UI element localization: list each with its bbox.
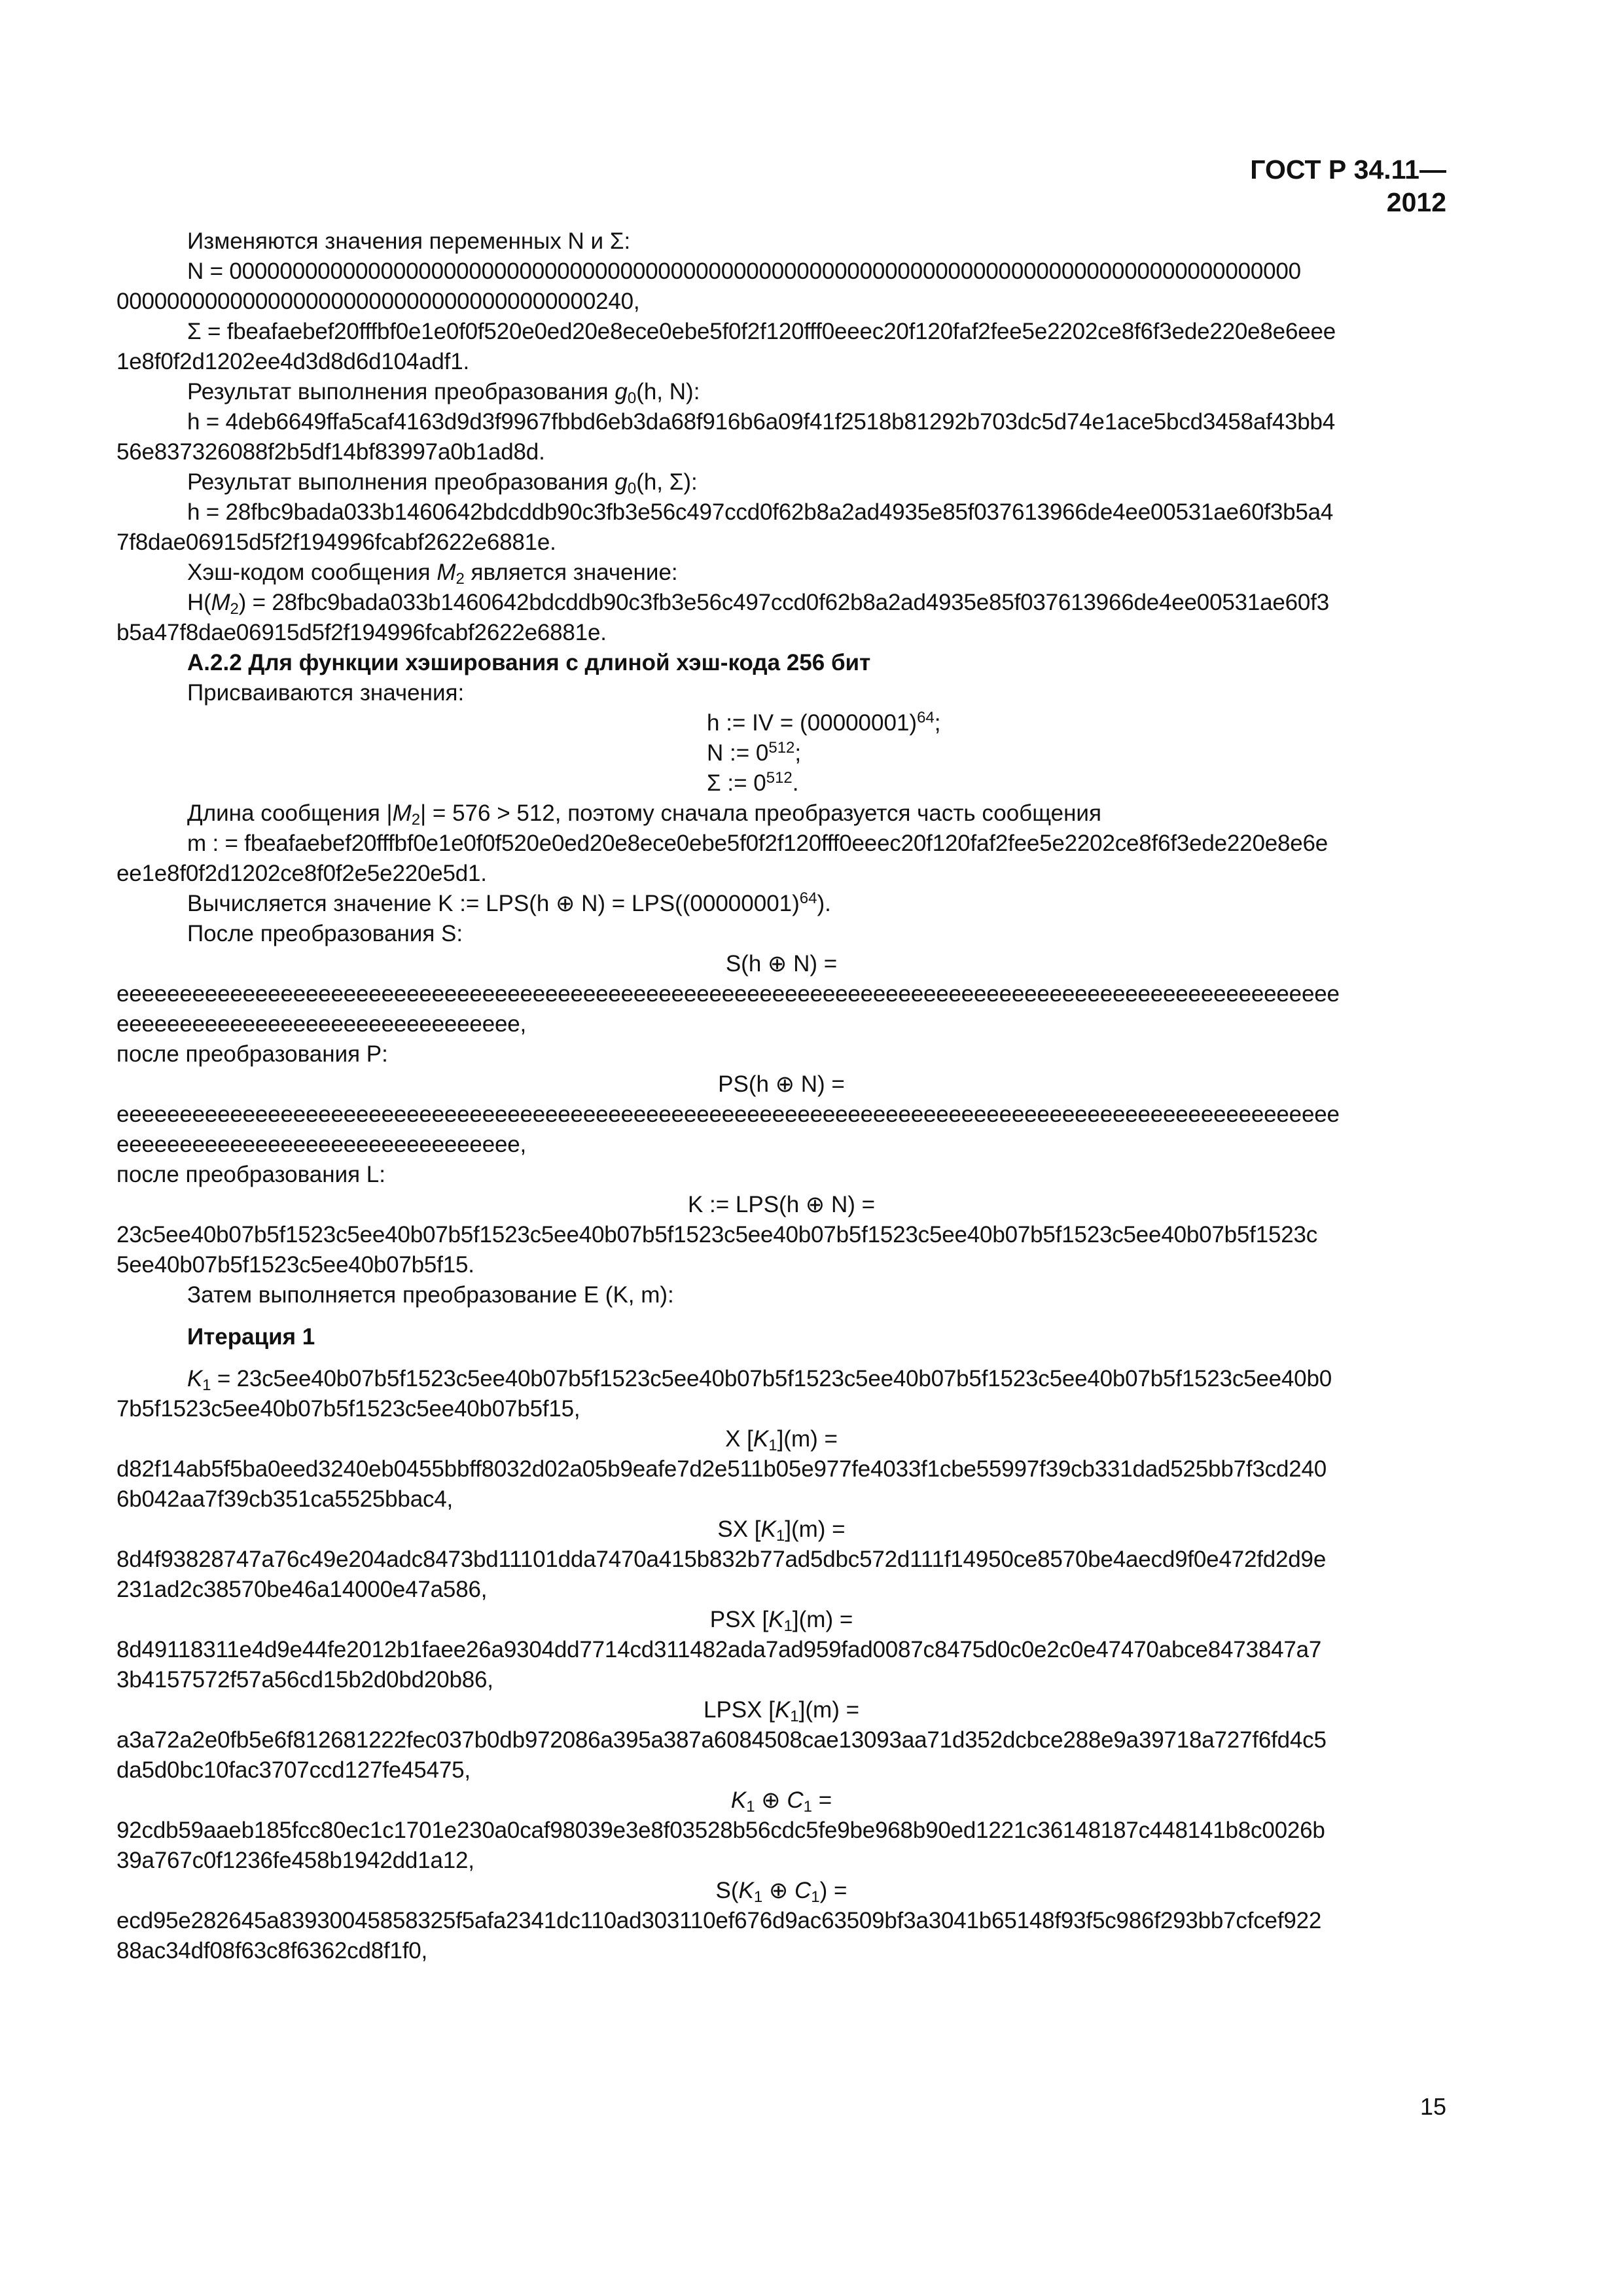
- text-line: Σ := $0^{512}$.: [707, 769, 799, 796]
- text-line: 5ee40b07b5f1523c5ee40b07b5f15.: [116, 1252, 474, 1278]
- text-line: 39a767c0f1236fe458b1942dd1a12,: [116, 1848, 474, 1873]
- text-line: N := $0^{512}$;: [707, 739, 802, 766]
- text-line: b5a47f8dae06915d5f2f194996fcabf2622e6881e.: [116, 620, 607, 645]
- document-code-header: ГОСТ Р 34.11—2012: [1250, 154, 1446, 217]
- iteration-heading: Итерация 1: [187, 1324, 315, 1350]
- text-line: 3b4157572f57a56cd15b2d0bd20b86,: [116, 1667, 493, 1693]
- text-line: da5d0bc10fac3707ccd127fe45475,: [116, 1757, 471, 1783]
- text-line: d82f14ab5f5ba0eed3240eb0455bbff8032d02a05b9eafe7d2e511b05e977fe4033f1cbe55997f39cb331dad525bb7f3cd240: [116, 1456, 1327, 1482]
- text-line: Изменяются значения переменных N и Σ:: [187, 228, 631, 254]
- text-line: h = 28fbc9bada033b1460642bdcddb90c3fb3e56c497ccd0f62b8a2ad4935e85f037613966de4ee00531ae60f3b5a4: [187, 499, 1334, 525]
- text-line: $K_1$ ⊕ $C_1$ =: [730, 1787, 832, 1816]
- text-line: 00000000000000000000000000000000000000240,: [116, 289, 640, 314]
- text-line: K := LPS(h ⊕ N) =: [687, 1192, 876, 1217]
- text-line: 88ac34df08f63c8f6362cd8f1f0,: [116, 1938, 428, 1964]
- text-line: Вычисляется значение K := LPS(h ⊕ $N) = LPS((00000001)^{64})$.: [187, 889, 831, 916]
- text-line: h := IV = $(00000001)^{64}$;: [707, 709, 941, 736]
- section-number: A.2.2: [187, 650, 249, 675]
- text-line: eeeeeeeeeeeeeeeeeeeeeeeeeeeeeeeeeeeeeeeeeeeeeeeeeeeeeeeeeeeeeeeeeeeeeeeeeeeeeeeeeeeeeeeeeeeeeeeee: [116, 981, 1340, 1007]
- text-line: Затем выполняется преобразование E (K, m):: [187, 1282, 674, 1308]
- text-line: N = 0000000000000000000000000000000000000000000000000000000000000000000000000000000000000: [187, 259, 1301, 284]
- text-line: eeeeeeeeeeeeeeeeeeeeeeeeeeeeeeee,: [116, 1011, 527, 1037]
- text-line: Присваиваются значения:: [187, 680, 465, 706]
- text-line: $K_1 = 23c5ee40b07b5f1523c5ee40b07b5f1523c5ee40b07b5f1523c5ee40b07b5f1523c5ee40b07b5f1523c5ee40b0$: [187, 1366, 1332, 1394]
- page-number: 15: [1419, 2093, 1446, 2120]
- text-line: Результат выполнения преобразования $g_0(h$, N):: [187, 379, 700, 407]
- text-line: eeeeeeeeeeeeeeeeeeeeeeeeeeeeeeeeeeeeeeeeeeeeeeeeeeeeeeeeeeeeeeeeeeeeeeeeeeeeeeeeeeeeeeeeeeeeeeeee: [116, 1102, 1340, 1127]
- text-line: Хэш-кодом сообщения $M_2$ является значение:: [187, 560, 678, 588]
- text-line: 92cdb59aaeb185fcc80ec1c1701e230a0caf98039e3e8f03528b56cdc5fe9be968b90ed1221c36148187c448141b8c0026b: [116, 1818, 1325, 1843]
- text-line: a3a72a2e0fb5e6f812681222fec037b0db972086a395a387a6084508cae13093aa71d352dcbce288e9a39718a727f6fd4c5: [116, 1727, 1327, 1753]
- text-line: PS(h ⊕ N) =: [718, 1071, 845, 1097]
- text-line: ecd95e282645a83930045858325f5afa2341dc110ad303110ef676d9ac63509bf3a3041b65148f93f5c986f293bb7cfcef922: [116, 1908, 1322, 1933]
- text-line: 8d4f93828747a76c49e204adc8473bd11101dda7470a415b832b77ad5dbc572d111f14950ce8570be4aecd9f0e472fd2d9e: [116, 1547, 1327, 1572]
- text-line: 56e837326088f2b5df14bf83997a0b1ad8d.: [116, 439, 545, 465]
- text-line: eeeeeeeeeeeeeeeeeeeeeeeeeeeeeeee,: [116, 1132, 527, 1157]
- text-line: Длина сообщения $|M_2| = 576 > 512$, поэтому сначала преобразуется часть сообщения: [187, 800, 1101, 829]
- text-line: После преобразования S:: [187, 921, 463, 946]
- text-line: $S(K_1$ ⊕ $C_1$) =: [715, 1878, 847, 1906]
- text-line: Σ = fbeafaebef20fffbf0e1e0f0f520e0ed20e8ece0ebe5f0f2f120fff0eeec20f120faf2fee5e2202ce8f6f3ede220e8e6eee: [187, 319, 1336, 344]
- text-line: $H(M_2)$ = 28fbc9bada033b1460642bdcddb90c3fb3e56c497ccd0f62b8a2ad4935e85f037613966de4ee00531ae60f3: [187, 590, 1329, 618]
- text-line: X $[K_1](m)$ =: [725, 1426, 838, 1454]
- text-line: 7b5f1523c5ee40b07b5f1523c5ee40b07b5f15,: [116, 1396, 580, 1422]
- text-line: 8d49118311e4d9e44fe2012b1faee26a9304dd7714cd311482ada7ad959fad0087c8475d0c0e2c0e47470abce8473847a7: [116, 1637, 1322, 1662]
- text-line: h = 4deb6649ffa5caf4163d9d3f9967fbbd6eb3da68f916b6a09f41f2518b81292b703dc5d74e1ace5bcd3458af43bb4: [187, 409, 1336, 435]
- text-line: ee1e8f0f2d1202ce8f0f2e5e220e5d1.: [116, 861, 487, 886]
- text-line: 6b042aa7f39cb351ca5525bbac4,: [116, 1486, 454, 1512]
- text-line: 7f8dae06915d5f2f194996fcabf2622e6881e.: [116, 529, 556, 555]
- text-line: LPSX $[K_1](m)$ =: [703, 1697, 860, 1725]
- section-heading: [116, 648, 1446, 678]
- text-line: SX $[K_1](m)$ =: [717, 1516, 846, 1545]
- text-line: Результат выполнения преобразования $g_0(h$, Σ):: [187, 469, 698, 497]
- text-line: 23c5ee40b07b5f1523c5ee40b07b5f1523c5ee40b07b5f1523c5ee40b07b5f1523c5ee40b07b5f1523c5ee40b07b5f1523c: [116, 1222, 1318, 1247]
- section-title: Для функции хэширования с длиной хэш-кода 256 бит: [248, 650, 871, 675]
- text-line: 1e8f0f2d1202ee4d3d8d6d104adf1.: [116, 349, 469, 374]
- text-line: после преобразования L:: [116, 1162, 385, 1187]
- text-line: m : = fbeafaebef20fffbf0e1e0f0f520e0ed20e8ece0ebe5f0f2f120fff0eeec20f120faf2fee5e2202ce8f6f3ede220e8e6e: [187, 831, 1329, 856]
- document-body: [116, 226, 1446, 1966]
- text-line: 231ad2c38570be46a14000e47a586,: [116, 1577, 488, 1602]
- text-line: после преобразования P:: [116, 1041, 388, 1067]
- text-line: PSX $[K_1](m)$ =: [709, 1607, 853, 1635]
- text-line: S(h ⊕ N) =: [725, 951, 838, 977]
